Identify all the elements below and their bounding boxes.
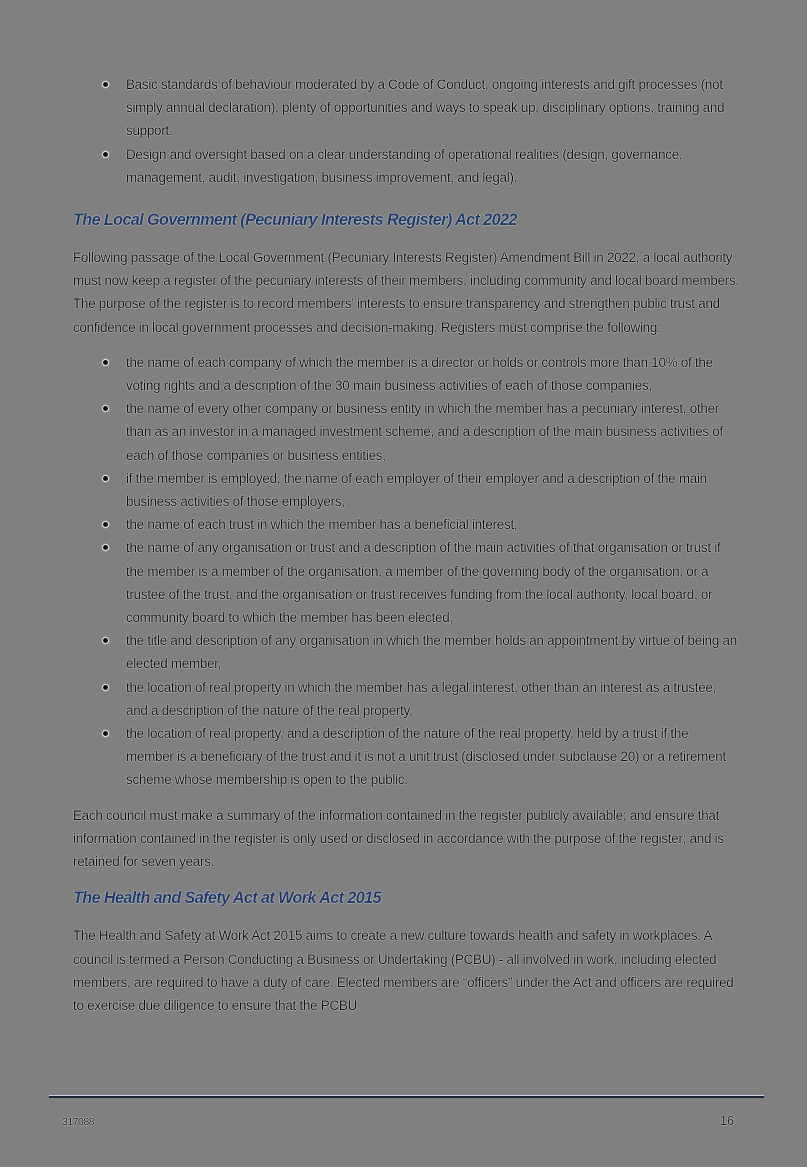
list-item xyxy=(73,397,739,467)
section-paragraph: Following passage of the Local Government (Pecuniary Interests Register) Amendment Bill in 2022, a local authority must now keep a register of the pecuniary interests of their members, including community and local board members. The purpose of the register is to record members’ interests to ensure transparency and strengthen public trust and confidence in local government processes and decision-making. Registers must comprise the following: xyxy=(73,250,739,335)
list-item xyxy=(73,143,739,189)
section-paragraph: The Health and Safety at Work Act 2015 aims to create a new culture towards health and safety in workplaces. A council is termed a Person Conducting a Business or Undertaking (PCBU) - all involved in work, including elected members, are required to have a duty of care. Elected members are “officers” under the Act and officers are required to exercise due diligence to ensure that the PCBU xyxy=(73,928,734,1013)
footer-doc-reference: 317088 xyxy=(62,1116,95,1128)
list-item-text: the name of every other company or business entity in which the member has a pecuniary interest, other than as an investor in a managed investment scheme, and a description of the main business activities of each of those companies or business entities, xyxy=(126,401,724,463)
list-item-text: the name of each trust in which the member has a beneficial interest, xyxy=(126,517,518,533)
bullet-icon xyxy=(103,638,108,643)
bullet-icon xyxy=(103,545,108,550)
list-item-text: the location of real property, and a description of the nature of the real property, held by a trust if the member is a beneficiary of the trust and it is not a unit trust (disclosed under subclause 20) or a retirement scheme whose membership is open to the public. xyxy=(126,726,726,788)
list-item-text: the name of each company of which the member is a director or holds or controls more than 10% of the voting rights and a description of the 30 main business activities of each of those companies, xyxy=(126,354,713,394)
bullet-icon xyxy=(103,731,108,736)
bullet-icon xyxy=(103,476,108,481)
list-item xyxy=(73,513,739,536)
register-requirements-list xyxy=(73,351,739,792)
list-item-text: Design and oversight based on a clear understanding of operational realities (design, governance, management, audit, investigation, business improvement, and legal). xyxy=(126,146,683,185)
list-item xyxy=(73,351,739,397)
bullet-icon xyxy=(103,685,108,690)
list-item xyxy=(73,722,739,792)
intro-bullet-list xyxy=(73,73,739,189)
document-page xyxy=(73,70,739,1017)
bullet-icon xyxy=(103,406,108,411)
section-heading-pecuniary-interests: The Local Government (Pecuniary Interests Register) Act 2022 xyxy=(73,211,517,230)
footer-page-number: 16 xyxy=(720,1114,734,1128)
bullet-icon xyxy=(103,152,108,157)
list-item xyxy=(73,676,739,722)
bullet-icon xyxy=(103,360,108,365)
list-item xyxy=(73,73,739,143)
list-item-text: the location of real property in which the member has a legal interest, other than an interest as a trustee, and a description of the nature of the real property, xyxy=(126,679,717,718)
list-item xyxy=(73,467,739,513)
list-item-text: the title and description of any organisation in which the member holds an appointment by virtue of being an elected member, xyxy=(126,633,737,672)
section-paragraph: Each council must make a summary of the information contained in the register publicly available; and ensure that information contained in the register is only used or disclosed in accordance with the purpose of the register; and is retained for seven years. xyxy=(73,807,724,870)
list-item-text: if the member is employed, the name of each employer of their employer and a description of the main business activities of those employers, xyxy=(126,470,707,510)
list-item-text: the name of any organisation or trust and a description of the main activities of that organisation or trust if the member is a member of the organisation, a member of the governing body of the organisation, or a trustee of the trust, and the organisation or trust receives funding from the local authority, local board, or community board to which the member has been elected, xyxy=(126,540,721,626)
list-item xyxy=(73,536,739,629)
footer-divider xyxy=(49,1095,764,1098)
list-item xyxy=(73,629,739,675)
section-heading-health-safety: The Health and Safety Act at Work Act 2015 xyxy=(73,889,381,908)
bullet-icon xyxy=(103,522,108,527)
list-item-text: Basic standards of behaviour moderated by a Code of Conduct, ongoing interests and gift processes (not simply annual declaration), plenty of opportunities and ways to speak up, disciplinary options, training and support. xyxy=(126,77,725,139)
bullet-icon xyxy=(103,82,108,87)
